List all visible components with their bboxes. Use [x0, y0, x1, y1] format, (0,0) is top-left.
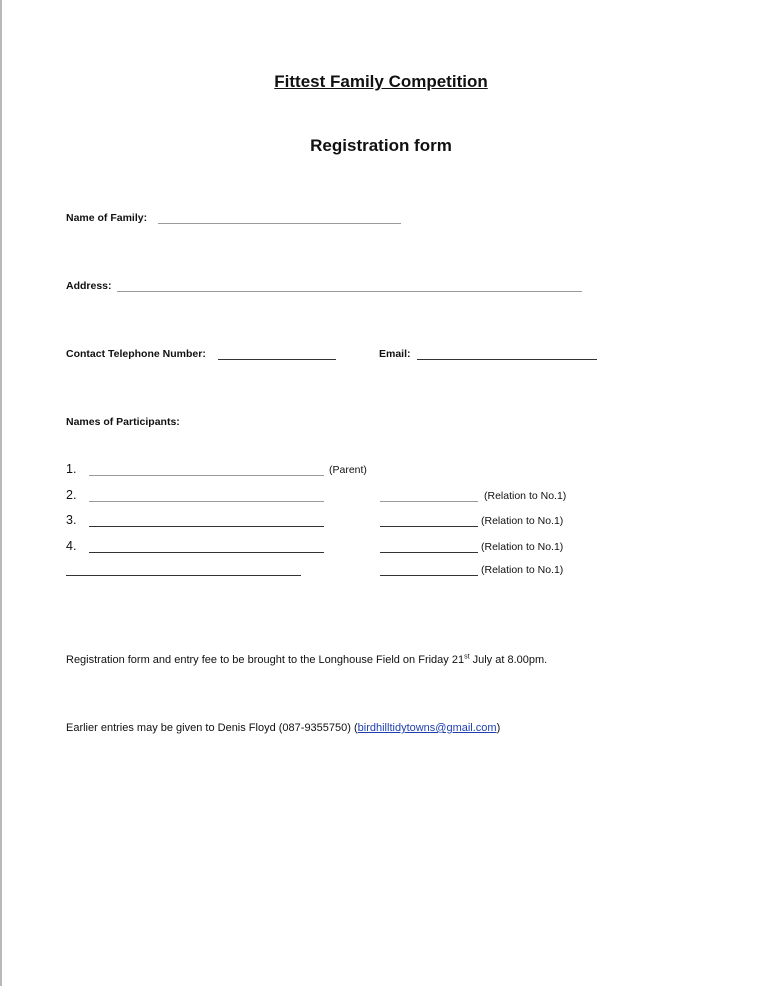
parent-note: (Parent) [329, 464, 367, 476]
participant-number-1: 1. [66, 462, 77, 476]
family-name-line[interactable] [158, 223, 401, 224]
contact-text: Earlier entries may be given to Denis Floyd (087-9355750) ( [66, 722, 358, 734]
contact-line [66, 722, 500, 734]
date-suffix: st [464, 653, 470, 661]
relation-note-2: (Relation to No.1) [484, 490, 567, 502]
participant-4-relation-line[interactable] [380, 552, 478, 553]
instruction-text: Registration form and entry fee to be brought to the Longhouse Field on Friday 21 [66, 654, 465, 666]
participant-2-relation-line[interactable] [380, 501, 478, 502]
participant-5-relation-line[interactable] [380, 575, 478, 576]
participant-number-2: 2. [66, 488, 77, 502]
form-title: Registration form [310, 136, 452, 155]
participant-3-name-line[interactable] [89, 526, 324, 527]
email-label: Email: [379, 348, 411, 360]
document-title: Fittest Family Competition [274, 72, 488, 91]
relation-note-3: (Relation to No.1) [481, 515, 564, 527]
relation-note-5: (Relation to No.1) [481, 564, 564, 576]
participant-5-name-line[interactable] [66, 575, 301, 576]
entry-instruction [66, 654, 547, 666]
participant-number-4: 4. [66, 539, 77, 553]
participants-label: Names of Participants: [66, 416, 180, 428]
phone-label: Contact Telephone Number: [66, 348, 206, 360]
participant-3-relation-line[interactable] [380, 526, 478, 527]
email-line[interactable] [417, 359, 597, 360]
address-label: Address: [66, 280, 112, 292]
participant-number-3: 3. [66, 513, 77, 527]
relation-note-4: (Relation to No.1) [481, 541, 564, 553]
instruction-text-end: July at 8.00pm. [469, 654, 548, 666]
family-name-label: Name of Family: [66, 212, 148, 224]
email-link[interactable]: birdhilltidytowns@gmail.com [357, 722, 497, 734]
address-line[interactable] [117, 291, 582, 292]
participant-4-name-line[interactable] [89, 552, 324, 553]
participant-2-name-line[interactable] [89, 501, 324, 502]
phone-line[interactable] [218, 359, 336, 360]
participant-1-name-line[interactable] [89, 475, 324, 476]
contact-text-end: ) [496, 722, 501, 734]
